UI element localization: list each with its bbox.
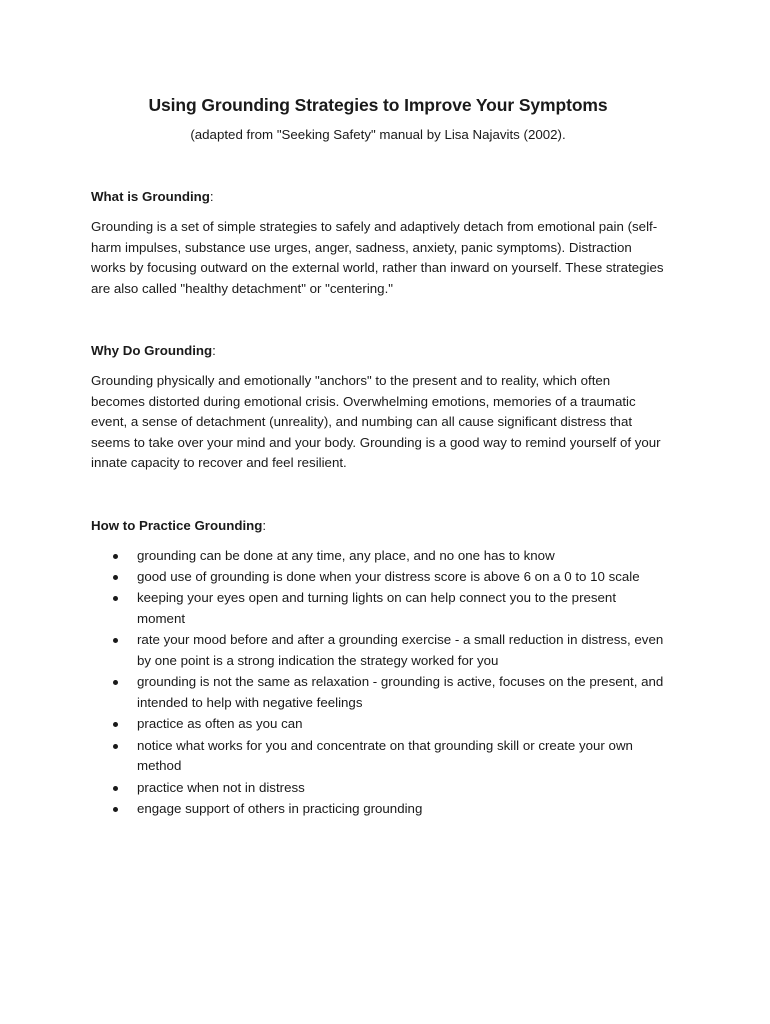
- list-item: [91, 630, 665, 672]
- bullet-icon: [113, 554, 118, 559]
- bullet-icon: [113, 638, 118, 643]
- list-item-text: grounding is not the same as relaxation - grounding is active, focuses on the present, and intended to help with negative feelings: [137, 674, 664, 711]
- bullet-icon: [113, 786, 118, 791]
- section-heading-text: Why Do Grounding: [91, 343, 213, 358]
- section-heading-text: How to Practice Grounding: [91, 517, 263, 533]
- bullet-icon: [113, 744, 118, 749]
- list-item: [91, 567, 665, 588]
- list-item-text: practice as often as you can: [137, 716, 303, 732]
- list-item-text: grounding can be done at any time, any place, and no one has to know: [137, 547, 555, 563]
- list-item-text: good use of grounding is done when your distress score is above 6 on a 0 to 10 scale: [137, 568, 640, 584]
- section-heading-colon: :: [209, 189, 214, 204]
- document-subtitle: (adapted from "Seeking Safety" manual by Lisa Najavits (2002).: [190, 127, 566, 142]
- section-heading: [91, 341, 665, 361]
- section-what-is-grounding: [91, 187, 665, 299]
- list-item-text: rate your mood before and after a grounding exercise - a small reduction in distress, even by one point is a strong indication the strategy worked for you: [137, 632, 664, 668]
- list-item: [91, 672, 665, 714]
- list-item-text: keeping your eyes open and turning lights on can help connect you to the present moment: [137, 590, 617, 626]
- list-item: [91, 736, 665, 778]
- list-item-text: practice when not in distress: [137, 779, 305, 795]
- list-item-text: notice what works for you and concentrate on that grounding skill or create your own method: [137, 737, 633, 774]
- practice-tips-list: [91, 546, 665, 820]
- bullet-icon: [113, 575, 118, 580]
- list-item-text: engage support of others in practicing grounding: [137, 801, 423, 817]
- list-item: [91, 546, 665, 567]
- list-item: [91, 588, 665, 630]
- section-body: Grounding is a set of simple strategies to safely and adaptively detach from emotional pain (self-harm impulses, substance use urges, anger, sadness, anxiety, panic symptoms). Distraction works by focusing outward on the external world, rather than inward on yourself. These strategies are also called "healthy detachment" or "centering.": [91, 219, 664, 296]
- section-body: Grounding physically and emotionally "anchors" to the present and to reality, which often becomes distorted during emotional crisis. Overwhelming emotions, memories of a traumatic event, a sense of detachment (unreality), and numbing can all cause significant distress that seems to take over your mind and your body. Grounding is a good way to remind yourself of your innate capacity to recover and feel resilient.: [91, 373, 661, 470]
- bullet-icon: [113, 807, 118, 812]
- section-heading-colon: :: [262, 517, 267, 533]
- section-why-do-grounding: [91, 341, 665, 474]
- section-heading: [91, 516, 665, 536]
- list-item: [91, 799, 665, 820]
- section-heading-text: What is Grounding: [91, 189, 210, 204]
- document-title: Using Grounding Strategies to Improve Your Symptoms: [148, 95, 608, 115]
- section-heading-colon: :: [212, 343, 216, 358]
- section-how-to-practice: [91, 516, 665, 820]
- bullet-icon: [113, 596, 118, 601]
- list-item: [91, 778, 665, 799]
- section-heading: [91, 187, 665, 207]
- bullet-icon: [113, 680, 118, 685]
- list-item: [91, 714, 665, 735]
- bullet-icon: [113, 722, 118, 727]
